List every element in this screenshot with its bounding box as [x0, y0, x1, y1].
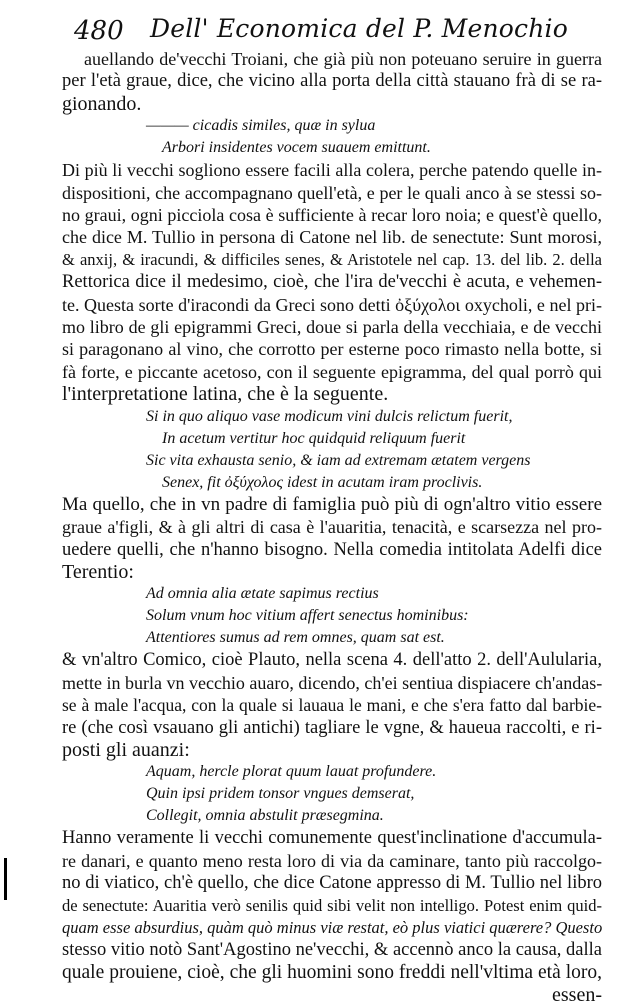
catchword: essen-: [552, 984, 602, 1007]
quote-line: ——— cicadis similes, quæ in sylua: [146, 117, 376, 135]
text-line: che dice M. Tullio in persona di Catone nel lib. de senectute: Sunt morosi,: [62, 227, 602, 248]
text-line: Terentio:: [62, 560, 134, 583]
text-line: Di più li vecchi sogliono essere facili alla colera, perche patendo quelle in-: [62, 160, 602, 181]
text-line: l'interpretatione latina, che è la seguente.: [62, 383, 389, 406]
text-line: & vn'altro Comico, cioè Plauto, nella scena 4. dell'atto 2. dell'Aulularia,: [62, 650, 602, 671]
text-line: Rettorica dice il medesimo, cioè, che l'ira de'vecchi è acuta, e vehemen-: [62, 272, 602, 293]
text-line: posti gli auanzi:: [62, 738, 190, 761]
quote-line: Senex, fit ὀξύχολος idest in acutam iram proclivis.: [162, 473, 483, 491]
quote-line: Sic vita exhausta senio, & iam ad extremam ætatem vergens: [146, 451, 531, 469]
text-line: fà forte, e piccante acetoso, con il seguente epigramma, del qual porrò qui: [62, 361, 602, 382]
text-line: Hanno veramente li vecchi comunemente quest'inclinatione d'accumula-: [62, 828, 602, 849]
running-title: Dell' Economica del P. Menochio: [150, 14, 568, 43]
body-text: [62, 48, 602, 1007]
text-line: per l'età graue, dice, che vicino alla porta della città stauano frà di se ra-: [62, 71, 602, 92]
quote-line: In acetum vertitur hoc quidquid reliquum fuerit: [162, 429, 466, 447]
text-line: se à male l'acqua, con la quale si lauaua le mani, e che s'era fatto dal barbie-: [62, 695, 602, 716]
text-line: graue a'figli, & à gli altri di casa è l'auaritia, tenacità, e scarsezza nel pro-: [62, 517, 602, 538]
quote-line: Collegit, omnia abstulit præsegmina.: [146, 807, 384, 825]
text-line: gionando.: [62, 92, 142, 115]
text-line: de senectute: Auaritia verò senilis quid sibi velit non intelligo. Potest enim quid-: [62, 895, 602, 915]
text-line: te. Questa sorte d'iracondi da Greci sono detti ὀξύχολοι oxycholi, e nel pri-: [62, 294, 602, 315]
text-line: no graui, ogni picciola cosa è sufficiente à recar loro noia; e quest'è quello,: [62, 205, 602, 226]
page-header: [74, 10, 574, 44]
text-line: uedere quelli, che n'hanno bisogno. Nella comedia intitolata Adelfi dice: [62, 539, 602, 560]
text-line: re danari, e quanto meno resta loro di via da caminare, tanto più raccolgo-: [62, 850, 602, 871]
quote-line: Si in quo aliquo vase modicum vini dulcis relictum fuerit,: [146, 407, 513, 425]
quote-line: Solum vnum hoc vitium affert senectus hominibus:: [146, 607, 469, 625]
text-line: stesso vitio notò Sant'Agostino ne'vecchi, & accennò anco la causa, dalla: [62, 940, 602, 961]
quote-line: Quin ipsi pridem tonsor vngues demserat,: [146, 785, 415, 803]
text-line: mette in burla vn vecchio auaro, dicendo, ch'ei sentiua dispiacere ch'andas-: [62, 672, 603, 693]
quote-line: Arbori insidentes vocem suauem emittunt.: [162, 139, 431, 157]
text-line: re (che così vsauano gli antichi) tagliare le vgne, & haueua raccolti, e ri-: [62, 717, 602, 738]
text-line: no di viatico, ch'è quello, che dice Catone appresso di M. Tullio nel libro: [62, 873, 602, 894]
text-line: si paragonano al vino, che corrotto per esterne poco rimasto nella botte, si: [62, 339, 602, 360]
text-line: dispositioni, che accompagnano quell'età, e per le quali anco à se stessi so-: [62, 182, 602, 203]
text-line: mo libro de gli epigrammi Greci, doue si parla della vecchiaia, e de vecchi: [62, 317, 602, 338]
text-line: Ma quello, che in vn padre di famiglia può più di ogn'altro vitio essere: [62, 493, 602, 515]
binding-edge-mark: [4, 858, 7, 900]
quote-line: Aquam, hercle plorat quum lauat profundere.: [146, 763, 437, 781]
text-line: quam esse absurdius, quàm quò minus viæ restat, eò plus viatici quærere? Questo: [62, 917, 603, 937]
page-number: 480: [74, 16, 124, 46]
text-line: auellando de'vecchi Troiani, che già più non poteuano seruire in guerra: [84, 49, 602, 69]
text-line: quale prouiene, cioè, che gli huomini sono freddi nell'vltima età loro,: [62, 961, 602, 983]
quote-line: Ad omnia alia ætate sapimus rectius: [146, 585, 379, 603]
text-line: & anxij, & iracundi, & difficiles senes, & Aristotele nel cap. 13. del lib. 2. della: [62, 249, 602, 269]
quote-line: Attentiores sumus ad rem omnes, quam sat est.: [146, 629, 445, 647]
